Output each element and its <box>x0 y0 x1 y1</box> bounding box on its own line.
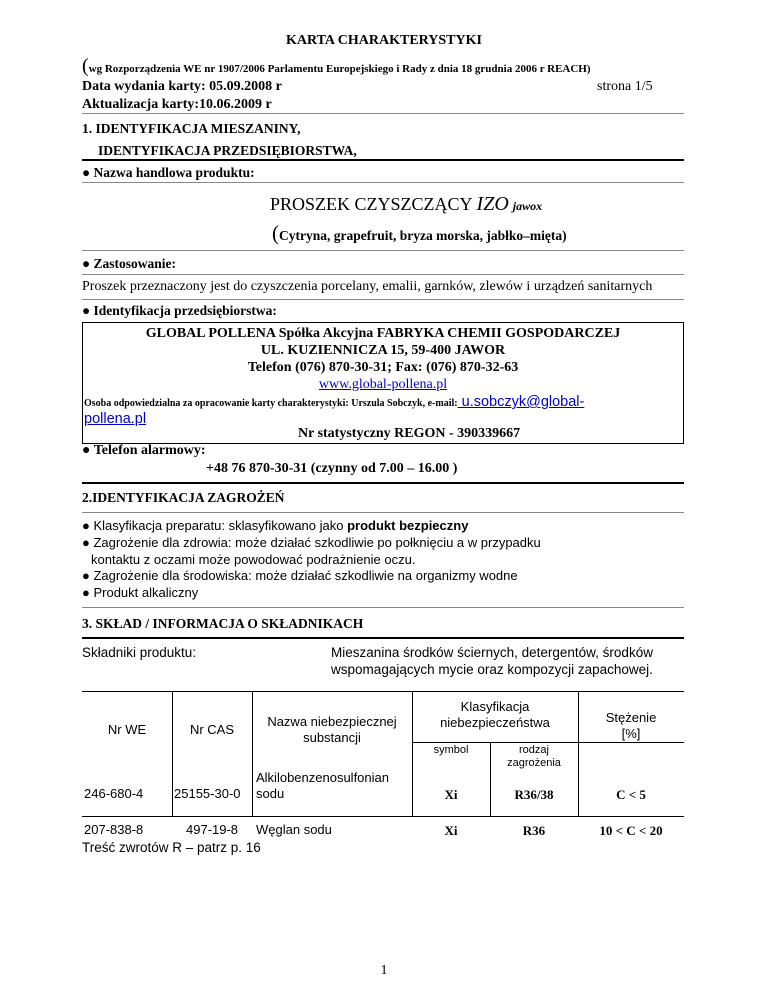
table-col-border <box>252 691 253 816</box>
cell-symbol: Xi <box>444 823 458 838</box>
divider <box>82 512 684 513</box>
product-name: PROSZEK CZYSZCZĄCY IZO jawox <box>270 193 543 215</box>
issue-date: Data wydania karty: 05.09.2008 r <box>82 79 282 94</box>
email-link[interactable]: u.sobczyk@global- <box>457 394 585 410</box>
col-header-cas: Nr CAS <box>189 722 235 737</box>
company-name: GLOBAL POLLENA Spółka Akcyjna FABRYKA CHEMII GOSPODARCZEJ <box>145 326 621 341</box>
cell-we: 246-680-4 <box>84 786 144 801</box>
product-variants: (Cytryna, grapefruit, bryza morska, jabłko–mięta) <box>272 221 567 245</box>
section1-heading-line1: 1. IDENTYFIKACJA MIESZANINY, <box>82 121 301 136</box>
divider <box>82 274 684 275</box>
cell-symbol: Xi <box>444 787 458 802</box>
cell-name-line1: Węglan sodu <box>256 822 332 837</box>
section2-heading: 2.IDENTYFIKACJA ZAGROŻEŃ <box>82 490 285 505</box>
trade-name-label: ● Nazwa handlowa produktu: <box>82 165 255 180</box>
table-row-border <box>82 816 684 817</box>
col-header-name-line2: substancji <box>303 730 361 745</box>
regulation-note: (wg Rozporządzenia WE nr 1907/2006 Parlamentu Europejskiego i Rady z dnia 18 grudnia 2006 r REACH) <box>82 55 591 77</box>
regon-number: Nr statystyczny REGON - 390339667 <box>298 426 521 441</box>
section1-divider <box>82 159 684 161</box>
header-divider <box>82 113 684 114</box>
col-header-name-line1: Nazwa niebezpiecznej <box>267 714 397 729</box>
section-divider <box>82 482 684 484</box>
components-desc-line2: wspomagających mycie oraz kompozycji zapachowej. <box>331 662 653 677</box>
col-header-we: Nr WE <box>107 722 147 737</box>
responsible-person-row: Osoba odpowiedzialna za opracowanie karty charakterystyki: Urszula Sobczyk, e-mail: u.sobczyk@global- <box>84 394 585 410</box>
classification-line: ● Klasyfikacja preparatu: sklasyfikowano jako produkt bezpieczny <box>82 518 469 533</box>
email-continuation-row <box>84 411 146 428</box>
divider <box>82 250 684 251</box>
r-phrases-note: Treść zwrotów R – patrz p. 16 <box>82 840 261 855</box>
health-hazard-line2: kontaktu z oczami może powodować podrażnienie oczu. <box>91 552 416 567</box>
email-link-continuation[interactable]: pollena.pl <box>84 411 147 427</box>
usage-label: ● Zastosowanie: <box>82 256 177 271</box>
alarm-phone-number: +48 76 870-30-31 (czynny od 7.00 – 16.00 ) <box>206 461 458 476</box>
document-title: KARTA CHARAKTERYSTYKI <box>286 33 482 48</box>
divider <box>82 299 684 300</box>
cell-hazard: R36 <box>522 823 546 838</box>
divider <box>82 182 684 183</box>
company-address: UL. KUZIENNICZA 15, 59-400 JAWOR <box>260 343 506 358</box>
page-number: 1 <box>380 963 388 978</box>
cell-concentration: C < 5 <box>616 787 646 802</box>
usage-text: Proszek przeznaczony jest do czyszczenia porcelany, emalii, garnków, zlewów i urządzeń sanitarnych <box>82 279 653 294</box>
components-desc-line1: Mieszanina środków ściernych, detergentów, środków <box>331 645 653 660</box>
section1-heading-line2: IDENTYFIKACJA PRZEDSIĘBIORSTWA, <box>98 143 357 158</box>
alkaline-note: ● Produkt alkaliczny <box>82 585 199 600</box>
company-phone: Telefon (076) 870-30-31; Fax: (076) 870-32-63 <box>247 360 519 375</box>
section3-heading: 3. SKŁAD / INFORMACJA O SKŁADNIKACH <box>82 616 364 631</box>
cell-name-line1: Alkilobenzenosulfonian <box>256 770 389 785</box>
cell-name-line2: sodu <box>256 786 285 801</box>
environment-hazard: ● Zagrożenie dla środowiska: może działać szkodliwie na organizmy wodne <box>82 568 518 583</box>
col-header-conc-line1: Stężenie <box>605 710 657 725</box>
cell-hazard: R36/38 <box>514 787 554 802</box>
update-date: Aktualizacja karty:10.06.2009 r <box>82 97 272 112</box>
alarm-phone-label: ● Telefon alarmowy: <box>82 443 206 458</box>
company-website-link[interactable]: www.global-pollena.pl <box>318 377 448 392</box>
health-hazard-line1: ● Zagrożenie dla zdrowia: może działać szkodliwie po połknięciu a w przypadku <box>82 535 541 550</box>
col-header-conc-line2: [%] <box>621 726 641 741</box>
company-website-row <box>82 377 684 393</box>
section-divider <box>82 637 684 639</box>
cell-cas: 497-19-8 <box>186 822 239 837</box>
cell-concentration: 10 < C < 20 <box>599 823 663 838</box>
col-header-hazard-line2: zagrożenia <box>507 757 561 769</box>
page-indicator: strona 1/5 <box>597 79 653 94</box>
table-inner-border <box>412 742 684 743</box>
company-id-label: ● Identyfikacja przedsiębiorstwa: <box>82 303 277 318</box>
cell-we: 207-838-8 <box>84 822 144 837</box>
col-header-class-line1: Klasyfikacja <box>460 699 530 714</box>
divider <box>82 607 684 608</box>
col-header-symbol: symbol <box>433 744 469 756</box>
components-label: Składniki produktu: <box>82 645 197 660</box>
cell-cas: 25155-30-0 <box>174 786 241 801</box>
table-col-border <box>172 691 173 816</box>
col-header-hazard-line1: rodzaj <box>519 744 549 756</box>
col-header-class-line2: niebezpieczeństwa <box>440 715 550 730</box>
